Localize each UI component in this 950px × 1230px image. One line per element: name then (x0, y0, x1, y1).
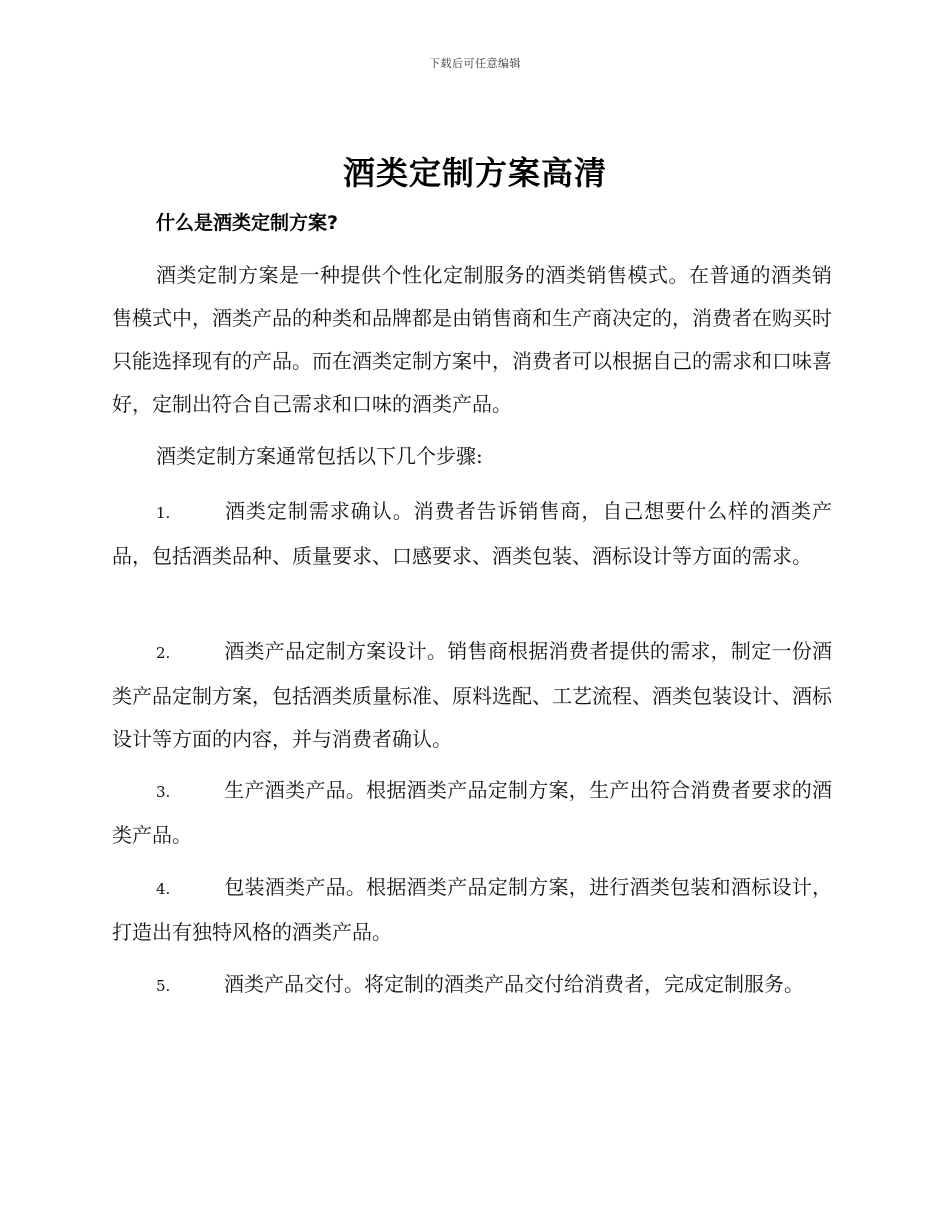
section-heading: 什么是酒类定制方案? (156, 212, 339, 234)
step-number: 2. (156, 644, 171, 662)
step-number: 3. (156, 783, 171, 801)
step-item (112, 866, 832, 954)
step-text: 生产酒类产品。根据酒类产品定制方案，生产出符合消费者要求的酒类产品。 (112, 778, 832, 847)
step-text: 酒类产品定制方案设计。销售商根据消费者提供的需求，制定一份酒类产品定制方案，包括酒类质量标准、原料选配、工艺流程、酒类包装设计、酒标设计等方面的内容，并与消费者确认。 (112, 639, 832, 751)
document-title: 酒类定制方案高清 (342, 154, 607, 192)
step-number: 5. (156, 977, 171, 995)
step-text: 酒类定制需求确认。消费者告诉销售商，自己想要什么样的酒类产品，包括酒类品种、质量要求、口感要求、酒类包装、酒标设计等方面的需求。 (112, 499, 832, 568)
steps-intro-paragraph: 酒类定制方案通常包括以下几个步骤: (156, 444, 483, 468)
step-item (112, 963, 832, 1008)
step-number: 4. (156, 880, 171, 898)
intro-paragraph: 酒类定制方案是一种提供个性化定制服务的酒类销售模式。在普通的酒类销售模式中，酒类产品的种类和品牌都是由销售商和生产商决定的，消费者在购买时只能选择现有的产品。而在酒类定制方案中，消费者可以根据自己的需求和口味喜好，定制出符合自己需求和口味的酒类产品。 (112, 263, 832, 416)
step-number: 1. (156, 504, 171, 522)
step-text: 酒类产品交付。将定制的酒类产品交付给消费者，完成定制服务。 (224, 972, 804, 996)
step-text: 包装酒类产品。根据酒类产品定制方案，进行酒类包装和酒标设计，打造出有独特风格的酒类产品。 (112, 875, 832, 944)
step-item (112, 630, 832, 761)
step-item (112, 769, 832, 857)
header-note: 下载后可任意编辑 (429, 57, 521, 70)
step-item (112, 490, 832, 578)
